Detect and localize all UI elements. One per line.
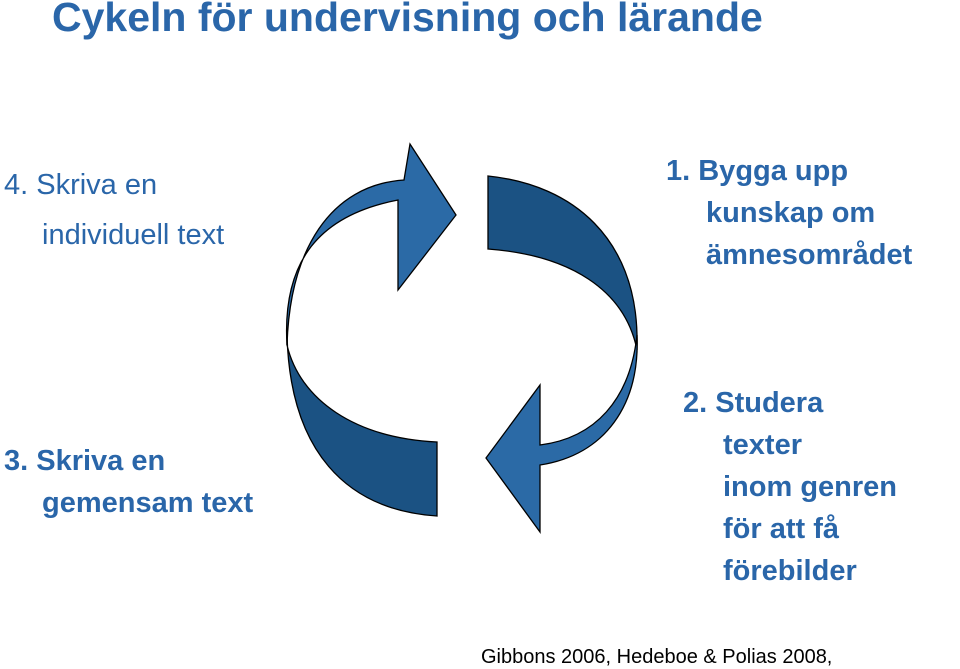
step-3-line-2: gemensam text xyxy=(42,487,254,519)
step-4-line-1: 4. Skriva en xyxy=(4,169,158,201)
arrow-band-bottom-left xyxy=(287,335,437,516)
step-1-line-1: 1. Bygga upp xyxy=(666,155,849,187)
step-1-line-2: kunskap om xyxy=(706,197,876,229)
citation: Gibbons 2006, Hedeboe & Polias 2008, xyxy=(481,646,833,668)
step-2-line-4: för att få xyxy=(723,513,839,545)
step-2-line-3: inom genren xyxy=(723,471,898,503)
step-3-text xyxy=(4,440,253,524)
step-4-line-2: individuell text xyxy=(42,219,225,251)
arrow-bottom-right xyxy=(486,335,637,532)
step-2-line-1: 2. Studera xyxy=(683,387,824,419)
step-4-text xyxy=(4,164,224,256)
step-2-text xyxy=(683,382,897,592)
arrow-band-top-right xyxy=(488,176,637,350)
step-1-text xyxy=(666,150,912,276)
page-title: Cykeln för undervisning och lärande xyxy=(52,0,763,40)
step-2-line-2: texter xyxy=(723,429,802,461)
arrow-top-left xyxy=(287,144,456,345)
step-2-line-5: förebilder xyxy=(723,555,857,587)
step-1-line-3: ämnesområdet xyxy=(706,239,913,271)
step-3-line-1: 3. Skriva en xyxy=(4,445,166,477)
